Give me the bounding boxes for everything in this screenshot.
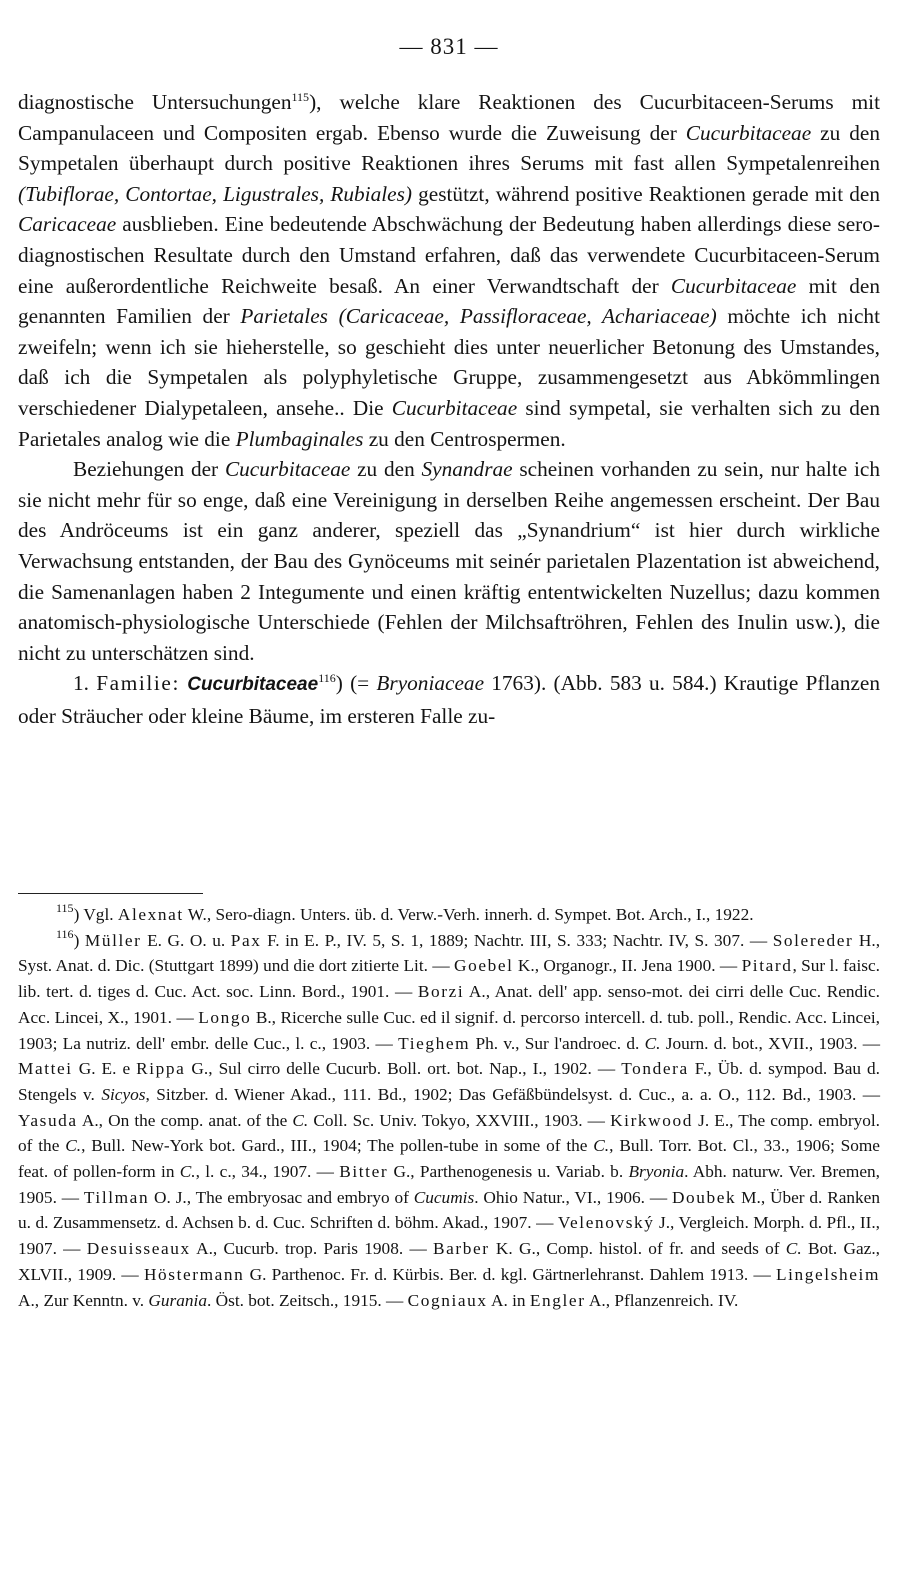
footnote-divider <box>18 893 203 894</box>
text-run: . Ohio Natur., VI., 1906. — <box>474 1187 672 1207</box>
text-run: ) (= <box>335 671 377 696</box>
spaced-author: Borzi <box>417 982 465 1002</box>
text-run: 1763). (Abb. 583 u. 584.) Krautige Pflanzen oder Sträucher oder kleine Bäume, im ersteren Falle zu- <box>18 671 881 728</box>
footnote-ref: 115 <box>56 901 74 915</box>
spaced-author: Familie: <box>96 671 180 696</box>
italic-term: Plumbaginales <box>235 426 364 451</box>
spaced-author: Pitard <box>741 956 793 976</box>
italic-term: Cucurbitaceae <box>670 273 797 298</box>
main-text <box>18 87 880 731</box>
text-run: zu den Centrospermen. <box>363 426 566 451</box>
spaced-author: Solereder <box>772 930 854 950</box>
spaced-author: Bitter <box>339 1162 389 1182</box>
footnote-ref: 116 <box>56 926 74 941</box>
spaced-author: Pax <box>230 930 262 950</box>
page-number: — 831 — <box>399 34 499 59</box>
text-run: G., Sul cirro delle Cucurb. Boll. ort. bot. Nap., I., 1902. — <box>185 1059 622 1079</box>
spaced-author: Mattei <box>18 1059 73 1079</box>
text-run: G. Parthenoc. Fr. d. Kürbis. Ber. d. kgl. Gärtnerlehranst. Dahlem 1913. — <box>244 1264 776 1284</box>
spaced-author: Tondera <box>621 1059 689 1079</box>
text-run: , Sitzber. d. Wiener Akad., 111. Bd., 1902; Das Gefäßbündelsyst. d. Cuc., a. a. O., 112. Bd., 1903. — <box>145 1084 881 1104</box>
text-run: K. G., Comp. histol. of fr. and seeds of <box>489 1239 786 1259</box>
text-run: A., Pflanzenreich. IV. <box>585 1290 739 1310</box>
footnote-ref: 116 <box>318 671 336 686</box>
italic-term: Bryonia <box>628 1162 685 1182</box>
text-run: Journ. d. bot., XVII., 1903. — <box>660 1033 880 1053</box>
text-run: O. J., The embryosac and embryo of <box>149 1187 414 1207</box>
spaced-author: Kirkwood <box>610 1110 693 1130</box>
italic-term: C. <box>644 1033 661 1053</box>
spaced-author: Müller <box>84 930 142 950</box>
text-run: B., Ricerche sulle Cuc. ed il signif. d. percorso intercell. d. tub. poll., Rendic. Acc. Lincei, 1903; La nutriz. dell' embr. delle Cuc., l. c., 1903. — <box>18 1007 880 1053</box>
italic-term: C. <box>785 1239 802 1259</box>
text-run: J. E., The comp. embryol. of the <box>18 1110 880 1156</box>
text-run: diagnostische Untersuchungen <box>18 90 292 114</box>
text-run: gestützt, während positive Reaktionen gerade mit den <box>412 181 880 206</box>
spaced-author: Barber <box>433 1239 490 1259</box>
spaced-author: Velenovský <box>557 1213 655 1233</box>
spaced-author: Tieghem <box>398 1033 471 1053</box>
spaced-author: Yasuda <box>18 1110 78 1130</box>
text-run: Ph. v., Sur l'androec. d. <box>470 1033 645 1053</box>
footnote-115 <box>18 902 880 928</box>
text-run: F. in E. P., IV. 5, S. 1, 1889; Nachtr. III, S. 333; Nachtr. IV, S. 307. — <box>261 930 773 950</box>
paragraph-1 <box>18 87 880 454</box>
italic-term: Cucurbitaceae <box>685 120 812 145</box>
italic-term: Caricaceae <box>18 212 117 237</box>
text-run: Bot. Gaz., XLVII., 1909. — <box>18 1239 880 1284</box>
spaced-author: Doubek <box>671 1187 737 1207</box>
text-run: . Abh. naturw. Ver. Bremen, 1905. — <box>18 1162 880 1207</box>
text-run: Coll. Sc. Univ. Tokyo, XXVIII., 1903. — <box>308 1110 611 1130</box>
text-run: K., Organogr., II. Jena 1900. — <box>513 956 742 976</box>
italic-term: C. <box>179 1162 196 1182</box>
text-run: ) <box>73 930 85 950</box>
text-run: , Bull. New-York bot. Gard., III., 1904; The pollen-tube in some of the <box>81 1136 594 1156</box>
text-run: 1. <box>73 671 97 696</box>
footnote-116 <box>18 928 880 1314</box>
text-run: möchte ich nicht zweifeln; wenn ich sie hieherstelle, so geschieht dies unter neuerlicher Betonung des Umstandes, daß ich die Sympetalen als polyphyletische Gruppe, zusammengesetzt aus Abkömmlingen verschiedener Dialypetaleen, ansehe.. Die <box>18 304 880 420</box>
spaced-author: Tillman <box>83 1187 150 1207</box>
text-run: A., Anat. dell' app. senso-mot. dei cirri delle Cuc. Rendic. Acc. Lincei, X., 1901. — <box>18 982 880 1027</box>
paragraph-3-family-heading <box>18 668 880 731</box>
text-run: G., Parthenogenesis u. Variab. b. <box>388 1162 629 1182</box>
italic-term: Bryoniaceae <box>376 671 485 696</box>
text-run: sind sympetal, sie verhalten sich zu den Parietales analog wie die <box>18 395 880 451</box>
spaced-author: Alexnat <box>117 905 184 924</box>
italic-term: Parietales (Caricaceae, Passifloraceae, Achariaceae) <box>240 304 717 329</box>
italic-term: C. <box>292 1110 309 1130</box>
italic-term: C. <box>593 1136 610 1156</box>
text-run: H., Syst. Anat. d. Dic. (Stuttgart 1899) und die dort zitierte Lit. — <box>18 930 881 976</box>
spaced-author: Rippa <box>136 1059 186 1079</box>
text-run: G. E. e <box>72 1059 137 1079</box>
text-run: E. G. O. u. <box>141 930 231 950</box>
text-run: A., Cucurb. trop. Paris 1908. — <box>190 1239 434 1259</box>
family-name: Cucurbitaceae <box>187 674 319 696</box>
text-run: A., Zur Kenntn. v. <box>18 1290 149 1310</box>
text-run: scheinen vorhanden zu sein, nur halte ich sie nicht mehr für so enge, daß eine Vereinigung in derselben Reihe angemessen erscheint. Der Bau des Andröceums ist ein ganz anderer, speziell das „Synandrium“ ist hier durch wirkliche Verwachsung entstanden, der Bau des Gynöceums mit seinér parietalen Plazentation ist abweichend, die Samenanlagen haben 2 Integumente und einen kräftig ententwickelten Nuzellus; dazu kommen anatomisch-physiologische Unterschiede (Fehlen der Milchsaftröhren, Fehlen des Inulin usw.), die nicht zu unterschätzen sind. <box>18 457 880 665</box>
text-run: ), welche klare Reaktionen des Cucurbitaceen-Serums mit Campanulaceen und Compositen ergab. Ebenso wurde die Zuweisung der <box>18 90 881 145</box>
text-run: A. in <box>487 1290 530 1310</box>
text-run: mit den genannten Familien der <box>18 273 880 329</box>
text-run: A., On the comp. anat. of the <box>77 1110 293 1130</box>
text-run: ) Vgl. <box>73 905 118 924</box>
spaced-author: Höstermann <box>143 1264 245 1284</box>
italic-term: C. <box>65 1136 82 1156</box>
italic-term: Cucurbitaceae <box>391 395 518 420</box>
text-run: zu den <box>350 457 422 482</box>
text-run: W., Sero-diagn. Unters. üb. d. Verw.-Verh. innerh. d. Sympet. Bot. Arch., I., 1922. <box>183 905 754 924</box>
italic-term: (Tubiflorae, Contortae, Ligustrales, Rubiales) <box>18 181 412 206</box>
italic-term: Sicyos <box>101 1084 146 1104</box>
italic-term: Cucurbitaceae <box>224 457 351 482</box>
footnote-ref: 115 <box>291 90 310 104</box>
spaced-author: Lingelsheim <box>776 1264 880 1284</box>
text-run: F., Üb. d. sympod. Bau d. Stengels v. <box>18 1059 880 1104</box>
spaced-author: Goebel <box>454 956 514 976</box>
spaced-author: Engler <box>529 1290 586 1310</box>
paragraph-2 <box>18 454 880 668</box>
spaced-author: Desuisseaux <box>86 1239 191 1259</box>
italic-term: Cucumis <box>413 1187 475 1207</box>
italic-term: Synandrae <box>421 457 513 482</box>
text-run: . Öst. bot. Zeitsch., 1915. — <box>206 1290 408 1310</box>
text-run: ausblieben. Eine bedeutende Abschwächung der Bedeutung haben allerdings diese sero-diagnostischen Resultate durch den Umstand erfahren, daß das verwendete Cucurbitaceen-Serum eine außerordentliche Reichweite besaß. An einer Verwandtschaft der <box>18 212 880 298</box>
text-run: Beziehungen der <box>73 457 225 482</box>
spaced-author: Longo <box>198 1007 252 1027</box>
text-run: J., Vergleich. Morph. d. Pfl., II., 1907. — <box>18 1213 880 1259</box>
italic-term: Gurania <box>148 1290 207 1310</box>
text-run: , Sur l. faisc. lib. tert. d. tiges d. Cuc. Act. soc. Linn. Bord., 1901. — <box>18 956 880 1002</box>
spaced-author: Cogniaux <box>407 1290 488 1310</box>
text-run: , l. c., 34., 1907. — <box>195 1162 340 1182</box>
text-run: M., Über d. Ranken u. d. Zusammensetz. d. Achsen b. d. Cuc. Schriften d. böhm. Akad., 1907. — <box>18 1187 880 1233</box>
text-run: zu den Sympetalen überhaupt durch positive Reaktionen ihres Serums mit fast allen Sympetalenreihen <box>18 120 880 176</box>
footnotes <box>18 902 880 1313</box>
text-run: , Bull. Torr. Bot. Cl., 33., 1906; Some feat. of pollen-form in <box>18 1136 880 1182</box>
